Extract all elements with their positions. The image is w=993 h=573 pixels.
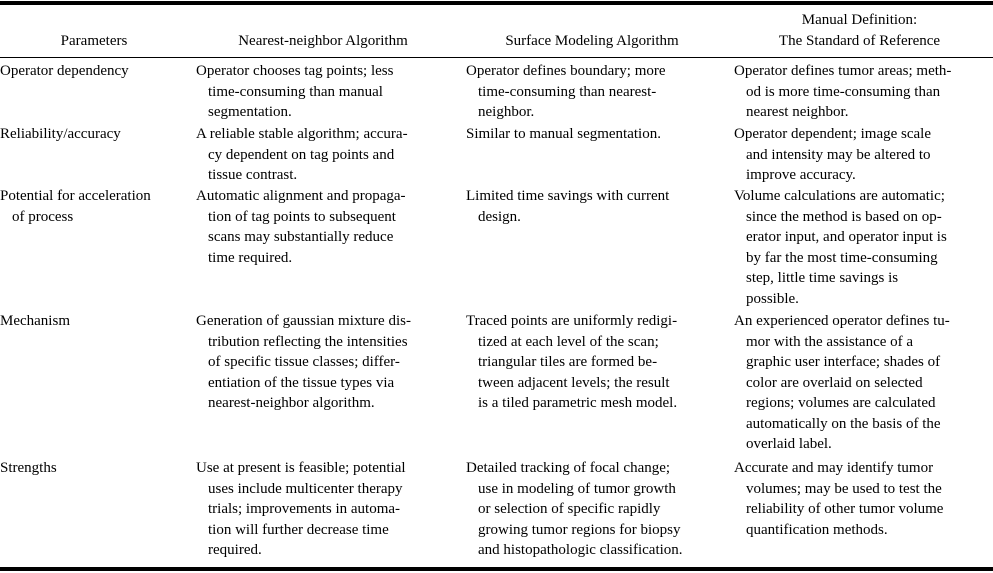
cell-line: of specific tissue classes; differ- [208, 354, 400, 370]
cell-line: scans may substantially reduce [208, 229, 394, 245]
cell-line: Detailed tracking of focal change; [466, 460, 671, 476]
cell-line: growing tumor regions for biopsy [478, 521, 681, 538]
cell-line: tribution reflecting the intensities [208, 333, 408, 350]
cell-line: time-consuming than manual [208, 83, 383, 100]
cell-line: possible. [746, 290, 799, 307]
cell-line: mor with the assistance of a [746, 333, 914, 350]
cell-surface-row-5 [466, 458, 726, 561]
cell-line: tion will further decrease time [208, 521, 389, 538]
cell-param-row-4 [0, 311, 188, 332]
cell-line: step, little time savings is [746, 270, 899, 286]
cell-line: time required. [208, 249, 293, 266]
cell-manual-row-3 [734, 186, 993, 309]
cell-line: An experienced operator defines tu- [734, 313, 950, 329]
cell-line: by far the most time-consuming [746, 249, 938, 266]
cell-nearest-row-1 [196, 61, 458, 123]
cell-line: Operator defines tumor areas; meth- [734, 63, 952, 79]
cell-line: color are overlaid on selected [746, 374, 923, 391]
cell-nearest-row-3 [196, 186, 458, 268]
cell-line: quantification methods. [746, 521, 888, 538]
cell-line: neighbor. [478, 104, 535, 120]
cell-param-row-2 [0, 124, 188, 145]
cell-line: Accurate and may identify tumor [734, 460, 934, 476]
cell-line: Operator defines boundary; more [466, 63, 666, 79]
cell-line: volumes; may be used to test the [746, 480, 942, 497]
cell-line: use in modeling of tumor growth [478, 480, 676, 497]
cell-line: Use at present is feasible; potential [196, 460, 406, 476]
cell-manual-row-1 [734, 61, 993, 123]
cell-line: Generation of gaussian mixture dis- [196, 313, 411, 329]
cell-line: uses include multicenter therapy [208, 480, 403, 497]
cell-line: Automatic alignment and propaga- [196, 188, 406, 204]
table-bottom-rule [0, 567, 993, 571]
cell-nearest-row-5 [196, 458, 458, 561]
header-manual-line2: The Standard of Reference [778, 32, 941, 49]
cell-line: Operator chooses tag points; less [196, 63, 394, 79]
cell-line: is a tiled parametric mesh model. [478, 395, 678, 411]
cell-line: and histopathologic classification. [478, 542, 683, 558]
cell-line: Strengths [0, 460, 57, 476]
cell-line: od is more time-consuming than [746, 83, 941, 100]
cell-line: triangular tiles are formed be- [478, 354, 658, 370]
cell-line: Traced points are uniformly redigi- [466, 313, 678, 329]
cell-line: and intensity may be altered to [746, 146, 931, 163]
cell-line: or selection of specific rapidly [478, 501, 661, 517]
cell-line: reliability of other tumor volume [746, 501, 944, 517]
header-rule [0, 57, 993, 58]
header-surface-modeling: Surface Modeling Algorithm [505, 33, 679, 49]
cell-line: since the method is based on op- [746, 208, 942, 225]
header-manual-line1: Manual Definition: [801, 12, 918, 28]
cell-line: Operator dependent; image scale [734, 126, 931, 142]
cell-line: A reliable stable algorithm; accura- [196, 126, 408, 142]
header-parameters: Parameters [60, 33, 128, 49]
cell-manual-row-4 [734, 311, 993, 455]
header-manual-definition [726, 10, 993, 51]
cell-param-row-3 [0, 186, 188, 227]
cell-line: time-consuming than nearest- [478, 83, 657, 100]
cell-line: Volume calculations are automatic; [734, 188, 945, 204]
cell-line: automatically on the basis of the [746, 415, 941, 432]
cell-line: tween adjacent levels; the result [478, 374, 670, 391]
cell-line: Potential for acceleration [0, 188, 151, 204]
cell-line: of process [12, 208, 74, 225]
cell-line: Reliability/accuracy [0, 126, 121, 142]
cell-line: required. [208, 542, 262, 558]
cell-line: overlaid label. [746, 436, 832, 452]
cell-line: entiation of the tissue types via [208, 374, 395, 391]
header-nearest-neighbor: Nearest-neighbor Algorithm [238, 33, 408, 49]
cell-line: graphic user interface; shades of [746, 354, 941, 370]
cell-nearest-row-4 [196, 311, 458, 414]
cell-line: erator input, and operator input is [746, 229, 947, 245]
cell-surface-row-3 [466, 186, 726, 227]
cell-param-row-5 [0, 458, 188, 479]
cell-line: Operator dependency [0, 63, 129, 79]
cell-line: design. [478, 208, 521, 225]
table-top-rule [0, 1, 993, 5]
cell-line: regions; volumes are calculated [746, 395, 936, 411]
cell-line: tissue contrast. [208, 167, 298, 183]
cell-line: cy dependent on tag points and [208, 146, 395, 163]
cell-surface-row-2 [466, 124, 726, 145]
cell-line: trials; improvements in automa- [208, 501, 401, 517]
cell-manual-row-5 [734, 458, 993, 540]
cell-surface-row-4 [466, 311, 726, 414]
cell-param-row-1 [0, 61, 188, 82]
cell-line: tized at each level of the scan; [478, 333, 659, 350]
cell-surface-row-1 [466, 61, 726, 123]
cell-line: Similar to manual segmentation. [466, 126, 661, 142]
cell-line: nearest-neighbor algorithm. [208, 395, 375, 411]
cell-line: tion of tag points to subsequent [208, 208, 396, 225]
cell-nearest-row-2 [196, 124, 458, 186]
cell-line: segmentation. [208, 104, 292, 120]
cell-line: Mechanism [0, 313, 70, 329]
cell-line: nearest neighbor. [746, 104, 849, 120]
cell-line: Limited time savings with current [466, 188, 670, 204]
cell-line: improve accuracy. [746, 167, 856, 183]
cell-manual-row-2 [734, 124, 993, 186]
